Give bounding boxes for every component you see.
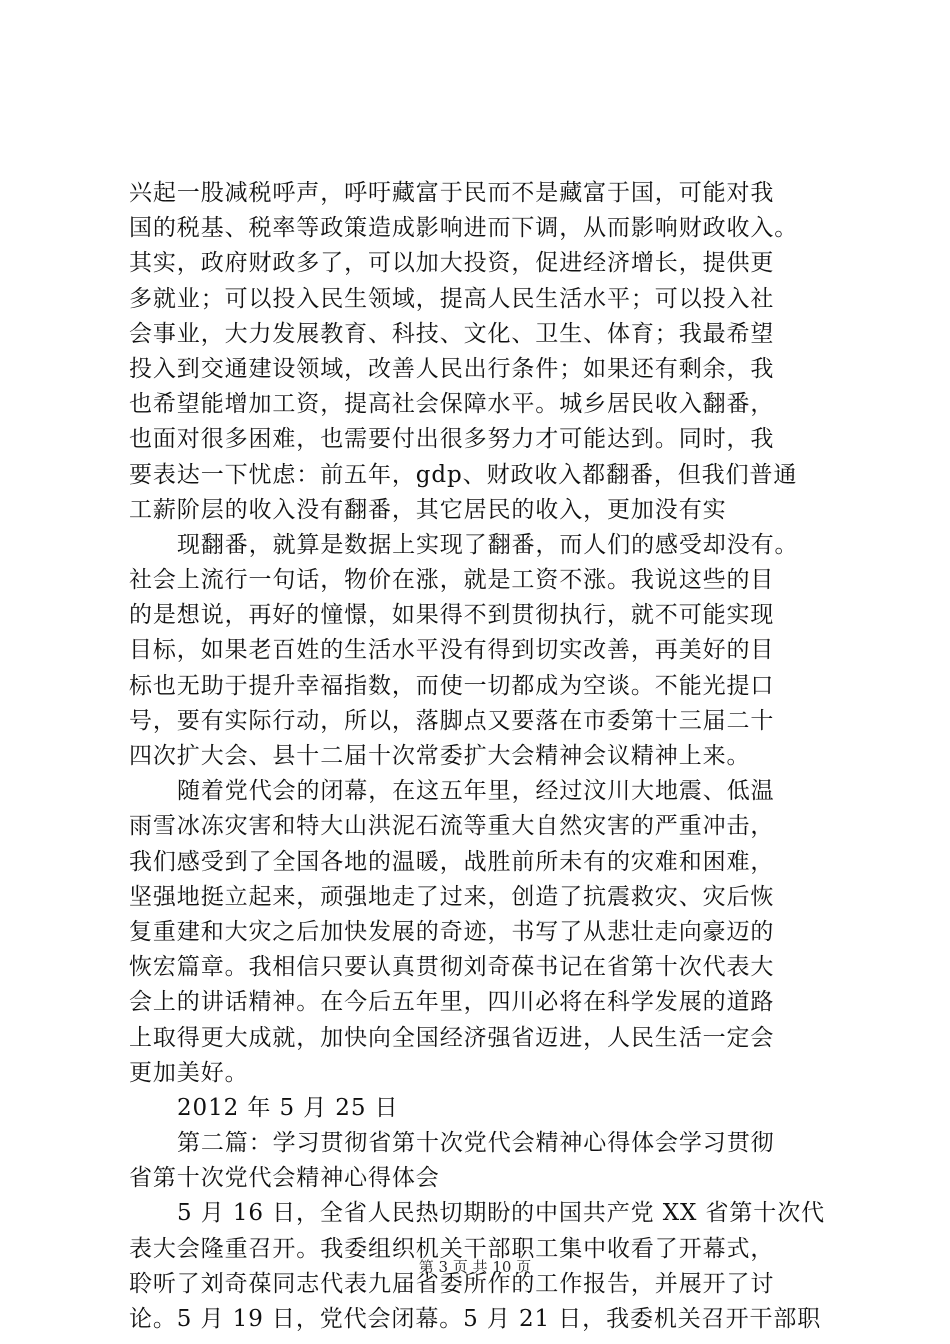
text-line: 多就业；可以投入民生领域，提高人民生活水平；可以投入社 [129, 285, 775, 312]
page-footer: 第 3 页 共 10 页 [418, 1258, 532, 1276]
text-line: 投入到交通建设领域，改善人民出行条件；如果还有剩余，我 [129, 355, 775, 382]
paragraph [129, 774, 841, 1091]
text-line: 现翻番，就算是数据上实现了翻番，而人们的感受却没有。 [177, 531, 799, 558]
text-line: 聆听了刘奇葆同志代表九届省委所作的工作报告，并展开了讨 [129, 1270, 775, 1297]
text-line: 上取得更大成就，加快向全国经济强省迈进，人民生活一定会 [129, 1024, 775, 1051]
text-line: 省第十次党代会精神心得体会 [129, 1165, 440, 1192]
text-line: 随着党代会的闭幕，在这五年里，经过汶川大地震、低温 [177, 778, 775, 805]
text-line: 的是想说，再好的憧憬，如果得不到贯彻执行，就不可能实现 [129, 602, 775, 629]
text-line: 四次扩大会、县十二届十次常委扩大会精神会议精神上来。 [129, 743, 751, 769]
text-line: 会上的讲话精神。在今后五年里，四川必将在科学发展的道路 [129, 989, 775, 1016]
text-line: 标也无助于提升幸福指数，而使一切都成为空谈。不能光提口 [129, 672, 775, 699]
text-line: 兴起一股减税呼声，呼吁藏富于民而不是藏富于国，可能对我 [129, 180, 775, 206]
text-line: 会事业，大力发展教育、科技、文化、卫生、体育；我最希望 [129, 320, 775, 347]
text-line: 要表达一下忧虑：前五年，gdp、财政收入都翻番，但我们普通 [129, 461, 798, 488]
text-line: 更加美好。 [129, 1059, 249, 1086]
text-line: 其实，政府财政多了，可以加大投资，促进经济增长，提供更 [129, 250, 775, 277]
text-line: 论。5 月 19 日，党代会闭幕。5 月 21 日，我委机关召开干部职 [129, 1306, 822, 1332]
paragraph [129, 176, 841, 528]
text-line: 也希望能增加工资，提高社会保障水平。城乡居民收入翻番， [129, 391, 775, 418]
text-line: 恢宏篇章。我相信只要认真贯彻刘奇葆书记在省第十次代表大 [129, 954, 775, 981]
text-line: 工薪阶层的收入没有翻番，其它居民的收入，更加没有实 [129, 496, 727, 523]
text-line: 5 月 16 日，全省人民热切期盼的中国共产党 XX 省第十次代 [177, 1200, 826, 1227]
text-line: 我们感受到了全国各地的温暖，战胜前所未有的灾难和困难， [129, 848, 775, 875]
paragraph [129, 1091, 841, 1126]
text-line: 第二篇：学习贯彻省第十次党代会精神心得体会学习贯彻 [177, 1130, 775, 1157]
document-body [129, 176, 841, 1337]
text-line: 号，要有实际行动，所以，落脚点又要落在市委第十三届二十 [129, 707, 775, 734]
text-line: 社会上流行一句话，物价在涨，就是工资不涨。我说这些的目 [129, 567, 775, 594]
text-line: 也面对很多困难，也需要付出很多努力才可能达到。同时，我 [129, 426, 775, 453]
text-line: 2012 年 5 月 25 日 [177, 1094, 399, 1121]
paragraph [129, 528, 841, 774]
text-line: 坚强地挺立起来，顽强地走了过来，创造了抗震救灾、灾后恢 [129, 883, 775, 910]
text-line: 复重建和大灾之后加快发展的奇迹，书写了从悲壮走向豪迈的 [129, 918, 775, 945]
paragraph [129, 1126, 841, 1196]
text-line: 国的税基、税率等政策造成影响进而下调，从而影响财政收入。 [129, 215, 799, 242]
text-line: 雨雪冰冻灾害和特大山洪泥石流等重大自然灾害的严重冲击， [129, 813, 775, 840]
text-line: 表大会隆重召开。我委组织机关干部职工集中收看了开幕式， [129, 1235, 775, 1262]
text-line: 目标，如果老百姓的生活水平没有得到切实改善，再美好的目 [129, 637, 775, 664]
